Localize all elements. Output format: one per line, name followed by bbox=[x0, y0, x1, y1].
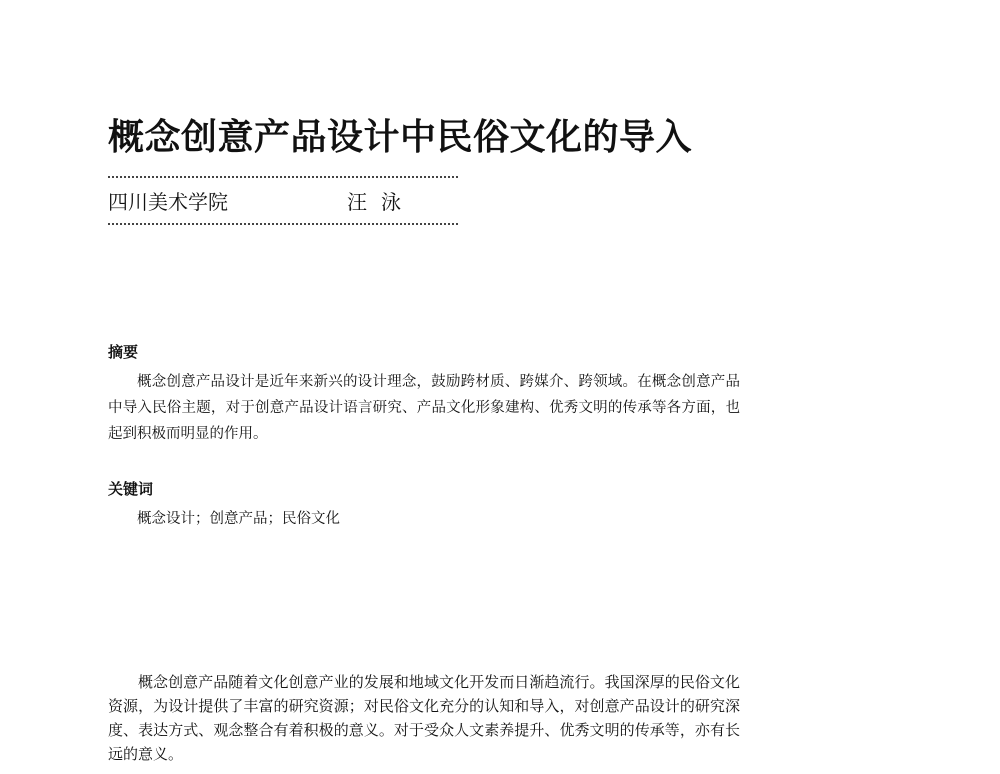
keywords-text: 概念设计；创意产品；民俗文化 bbox=[137, 511, 340, 527]
body-paragraph: 概念创意产品随着文化创意产业的发展和地域文化开发而日渐趋流行。我国深厚的民俗文化资源，为设计提供了丰富的研究资源；对民俗文化充分的认知和导入，对创意产品设计的研究深度、表达方式、观念整合有着积极的意义。对于受众人文素养提升、优秀文明的传承等，亦有长远的意义。 bbox=[108, 673, 740, 763]
abstract-heading: 摘要 bbox=[108, 343, 139, 361]
paper-title: 概念创意产品设计中民俗文化的导入 bbox=[108, 117, 693, 158]
title-divider-top bbox=[108, 176, 458, 178]
author-name: 汪泳 bbox=[347, 190, 415, 214]
author-affiliation: 四川美术学院 bbox=[108, 190, 228, 214]
keywords-heading: 关键词 bbox=[108, 480, 154, 498]
title-divider-bottom bbox=[108, 223, 458, 225]
abstract-text: 概念创意产品设计是近年来新兴的设计理念，鼓励跨材质、跨媒介、跨领域。在概念创意产品中导入民俗主题，对于创意产品设计语言研究、产品文化形象建构、优秀文明的传承等各方面，也起到积极而明显的作用。 bbox=[108, 374, 740, 442]
